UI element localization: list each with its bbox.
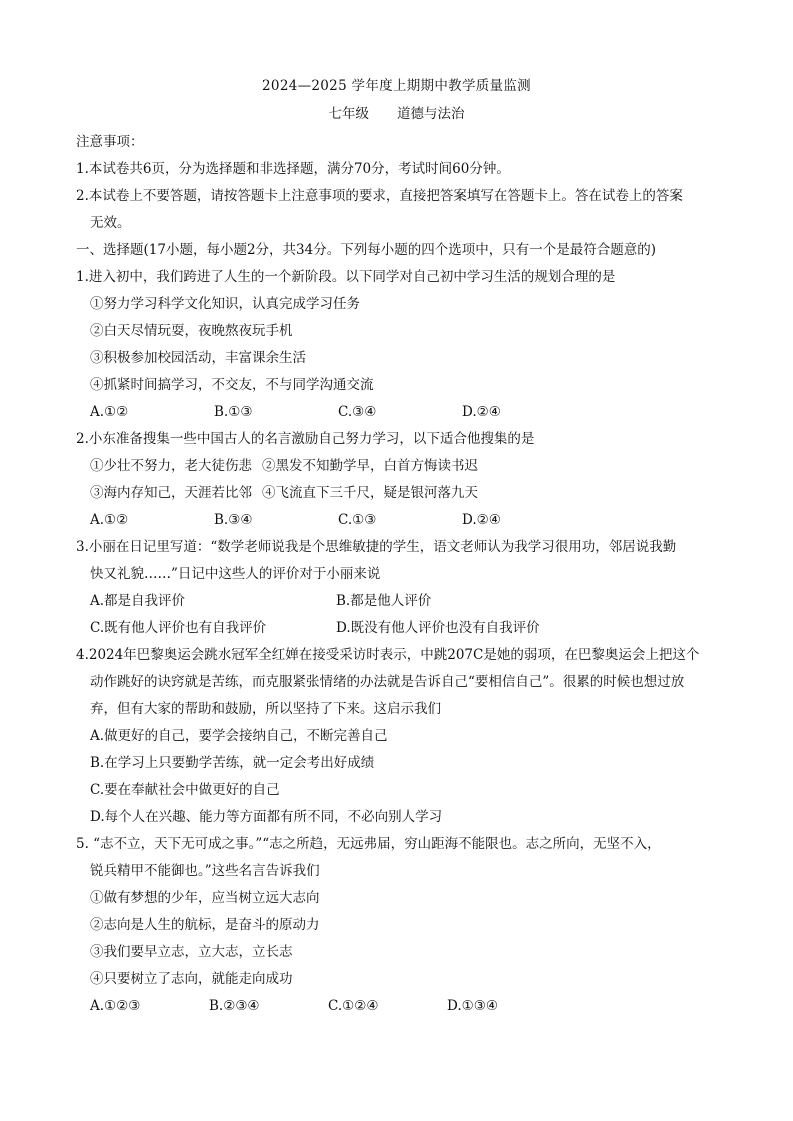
section-heading: 一、选择题(17小题，每小题2分，共34分。下列每小题的四个选项中，只有一个是最符合题意的) xyxy=(76,242,656,258)
note-item: 1.本试卷共6页，分为选择题和非选择题，满分70分，考试时间60分钟。 xyxy=(76,161,510,177)
question-2-items-row xyxy=(76,453,726,480)
option-a: A.做更好的自己，要学会接纳自己，不断完善自己 xyxy=(90,728,388,744)
question-5-item: ②志向是人生的航标，是奋斗的原动力 xyxy=(90,917,320,933)
question-1-item: ④抓紧时间搞学习，不交友，不与同学沟通交流 xyxy=(90,377,374,393)
question-3-stem: 3.小丽在日记里写道：“数学老师说我是个思维敏捷的学生，语文老师认为我学习很用功，邻居说我勤 xyxy=(76,539,677,555)
question-1-stem: 1.进入初中，我们跨进了人生的一个新阶段。以下同学对自己初中学习生活的规划合理的是 xyxy=(76,269,616,285)
question-5-item: ③我们要早立志，立大志，立长志 xyxy=(90,944,293,960)
question-2-stem: 2.小东准备搜集一些中国古人的名言激励自己努力学习，以下适合他搜集的是 xyxy=(76,431,535,447)
question-5-options xyxy=(76,993,726,1020)
exam-title: 2024—2025 学年度上期期中教学质量监测 xyxy=(262,78,531,94)
question-3-options-row xyxy=(76,615,726,642)
question-3-stem-continued: 快又礼貌……”日记中这些人的评价对于小丽来说 xyxy=(90,566,381,582)
option-d: D.①③④ xyxy=(447,998,498,1014)
option-b: B.在学习上只要勤学苦练，就一定会考出好成绩 xyxy=(90,755,375,771)
question-1-item: ②白天尽情玩耍，夜晚熬夜玩手机 xyxy=(90,323,293,339)
question-1-item: ①努力学习科学文化知识，认真完成学习任务 xyxy=(90,296,360,312)
option-c: C.要在奉献社会中做更好的自己 xyxy=(90,782,280,798)
option-c: C.①③ xyxy=(338,512,377,528)
question-5-stem: 5. “志不立，天下无可成之事。”“志之所趋，无远弗届，穷山距海不能限也。志之所向，无坚不入， xyxy=(76,836,661,852)
question-2-item: ④飞流直下三千尺，疑是银河落九天 xyxy=(262,485,478,501)
grade-label: 七年级 xyxy=(328,106,369,122)
note-item: 2.本试卷上不要答题，请按答题卡上注意事项的要求，直接把答案填写在答题卡上。答在试卷上的答案 xyxy=(76,188,683,204)
option-a: A.①② xyxy=(90,404,129,420)
title-block xyxy=(0,75,793,125)
option-a: A.都是自我评价 xyxy=(90,593,186,609)
option-c: C.①②④ xyxy=(328,998,379,1014)
question-5-stem-continued: 锐兵精甲不能御也。”这些名言告诉我们 xyxy=(90,863,320,879)
question-5-item: ①做有梦想的少年，应当树立远大志向 xyxy=(90,890,320,906)
question-4-stem-continued: 动作跳好的诀窍就是苦练，而克服紧张情绪的办法就是告诉自己“要相信自己”。很累的时候也想过放 xyxy=(90,674,685,690)
question-2-item: ①少壮不努力，老大徒伤悲 xyxy=(90,458,252,474)
option-c: C.③④ xyxy=(338,404,377,420)
question-2-items-row xyxy=(76,480,726,507)
option-d: D.每个人在兴趣、能力等方面都有所不同，不必向别人学习 xyxy=(90,809,443,825)
option-d: D.既没有他人评价也没有自我评价 xyxy=(336,620,540,636)
question-1-item: ③积极参加校园活动，丰富课余生活 xyxy=(90,350,306,366)
question-4-stem: 4.2024年巴黎奥运会跳水冠军全红婵在接受采访时表示，中跳207C是她的弱项，在巴黎奥运会上把这个 xyxy=(76,647,700,663)
option-c: C.既有他人评价也有自我评价 xyxy=(90,620,267,636)
question-2-options xyxy=(76,507,726,534)
option-b: B.①③ xyxy=(214,404,253,420)
subject-label: 道德与法治 xyxy=(397,106,465,122)
option-d: D.②④ xyxy=(462,404,501,420)
notes-heading: 注意事项： xyxy=(76,134,144,150)
option-b: B.②③④ xyxy=(209,998,260,1014)
question-2-item: ②黑发不知勤学早，白首方悔读书迟 xyxy=(262,458,478,474)
question-2-item: ③海内存知己，天涯若比邻 xyxy=(90,485,252,501)
question-4-stem-continued: 弃，但有大家的帮助和鼓励，所以坚持了下来。这启示我们 xyxy=(90,701,441,717)
option-a: A.①②③ xyxy=(90,998,141,1014)
option-d: D.②④ xyxy=(462,512,501,528)
note-item-continued: 无效。 xyxy=(90,215,131,231)
question-5-item: ④只要树立了志向，就能走向成功 xyxy=(90,971,293,987)
question-1-options xyxy=(76,399,726,426)
exam-content xyxy=(76,129,726,1020)
option-b: B.都是他人评价 xyxy=(336,593,432,609)
question-3-options-row xyxy=(76,588,726,615)
exam-subtitle xyxy=(0,103,793,125)
option-a: A.①② xyxy=(90,512,129,528)
option-b: B.③④ xyxy=(214,512,253,528)
